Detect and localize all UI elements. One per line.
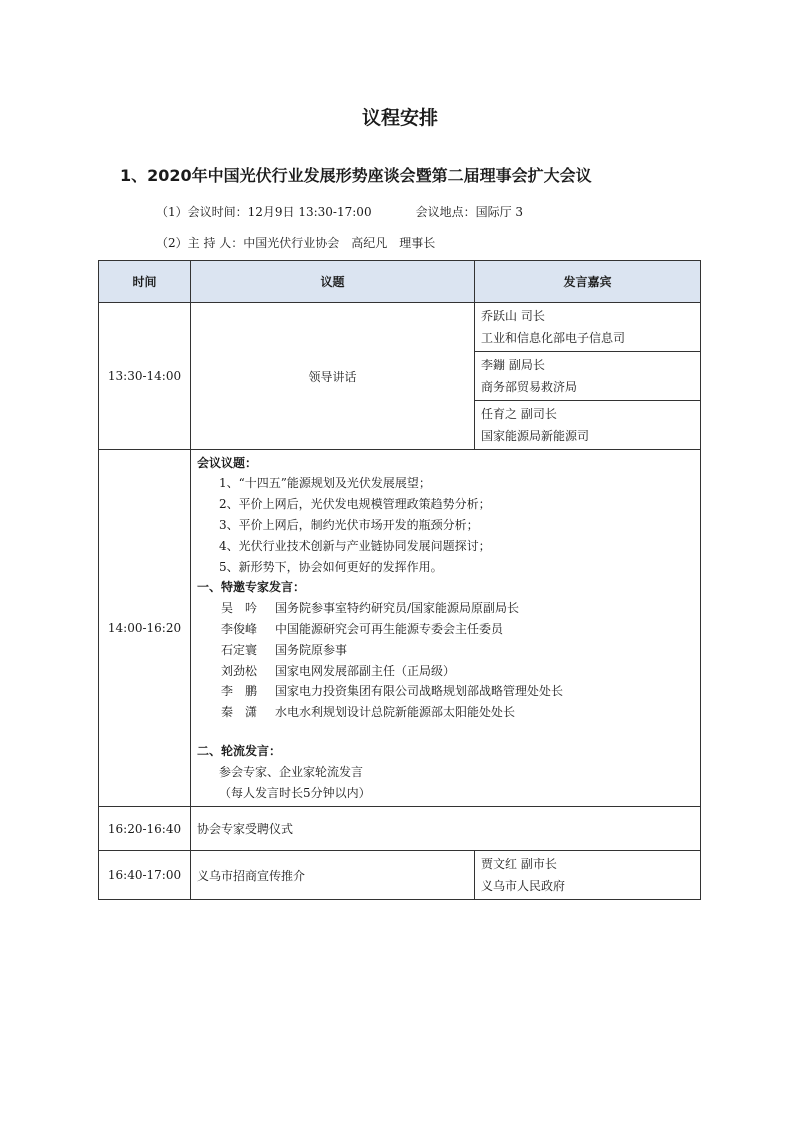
agenda-table xyxy=(98,260,701,900)
speaker-name: 乔跃山 司长 xyxy=(481,309,545,323)
expert-item xyxy=(197,619,694,640)
row1-topic: 领导讲话 xyxy=(191,303,475,450)
speaker-org: 义乌市人民政府 xyxy=(481,879,566,893)
meeting-time-venue xyxy=(156,203,529,220)
rotation-line: 参会专家、企业家轮流发言 xyxy=(219,764,364,779)
agenda-topic: 5、新形势下，协会如何更好的发挥作用。 xyxy=(219,559,443,574)
table-row xyxy=(99,450,701,807)
expert-title: 国务院参事室特约研究员/国家能源局原副局长 xyxy=(275,601,520,616)
table-row xyxy=(99,303,701,352)
agenda-topic: 4、光伏行业技术创新与产业链协同发展问题探讨； xyxy=(219,538,491,553)
speaker-org: 工业和信息化部电子信息司 xyxy=(481,331,626,345)
row3-time: 16:20-16:40 xyxy=(99,807,191,851)
row2-agenda xyxy=(191,450,701,807)
expert-item xyxy=(197,702,694,723)
expert-name: 李俊峰 xyxy=(221,622,258,636)
agenda-heading: 会议议题： xyxy=(197,455,258,470)
agenda-topic: 1、“十四五”能源规划及光伏发展展望； xyxy=(219,476,431,491)
row2-time: 14:00-16:20 xyxy=(99,450,191,807)
speaker-name: 贾文红 副市长 xyxy=(481,857,557,871)
expert-item xyxy=(197,640,694,661)
section-title: 1、2020年中国光伏行业发展形势座谈会暨第二届理事会扩大会议 xyxy=(120,166,592,185)
table-row xyxy=(99,807,701,851)
row3-topic: 协会专家受聘仪式 xyxy=(191,807,701,851)
speaker-org: 国家能源局新能源司 xyxy=(481,429,590,443)
header-time: 时间 xyxy=(99,261,191,303)
agenda-topic: 2、平价上网后，光伏发电规模管理政策趋势分析； xyxy=(219,497,491,512)
expert-title: 水电水利规划设计总院新能源部太阳能处处长 xyxy=(275,705,516,720)
meeting-time: （1）会议时间：12月9日 13:30-17:00 xyxy=(156,205,372,219)
row4-topic: 义乌市招商宣传推介 xyxy=(191,851,475,900)
agenda-topic: 3、平价上网后，制约光伏市场开发的瓶颈分析； xyxy=(219,518,479,533)
row4-time: 16:40-17:00 xyxy=(99,851,191,900)
speaker-name: 任育之 副司长 xyxy=(481,407,557,421)
meeting-venue: 会议地点：国际厅 3 xyxy=(415,205,524,219)
speaker-cell xyxy=(475,352,701,401)
expert-name: 刘劲松 xyxy=(221,663,258,678)
speaker-name: 李鏰 副局长 xyxy=(481,358,545,372)
expert-item xyxy=(197,681,694,702)
expert-name: 李 鹏 xyxy=(221,684,258,699)
rotation-line: （每人发言时长5分钟以内） xyxy=(219,785,371,800)
speaker-cell xyxy=(475,401,701,450)
expert-title: 国务院原参事 xyxy=(275,642,348,657)
speaker-org: 商务部贸易救济局 xyxy=(481,380,578,394)
expert-title: 中国能源研究会可再生能源专委会主任委员 xyxy=(275,622,504,636)
expert-title: 国家电网发展部副主任（正局级） xyxy=(275,663,456,678)
expert-name: 秦 潇 xyxy=(221,705,258,720)
speaker-cell xyxy=(475,303,701,352)
header-topic: 议题 xyxy=(191,261,475,303)
expert-name: 石定寰 xyxy=(221,642,258,657)
expert-name: 吴 吟 xyxy=(221,601,258,616)
page-title: 议程安排 xyxy=(361,107,438,129)
meeting-host: （2）主 持 人：中国光伏行业协会 高纪凡 理事长 xyxy=(156,236,436,250)
expert-title: 国家电力投资集团有限公司战略规划部战略管理处处长 xyxy=(275,684,564,699)
table-row xyxy=(99,851,701,900)
expert-item xyxy=(197,598,694,619)
header-speakers: 发言嘉宾 xyxy=(475,261,701,303)
row1-time: 13:30-14:00 xyxy=(99,303,191,450)
rotation-heading: 二、轮流发言： xyxy=(197,743,282,758)
experts-heading: 一、特邀专家发言： xyxy=(197,580,306,595)
speaker-cell xyxy=(475,851,701,900)
expert-item xyxy=(197,661,694,682)
table-header-row xyxy=(99,261,701,303)
